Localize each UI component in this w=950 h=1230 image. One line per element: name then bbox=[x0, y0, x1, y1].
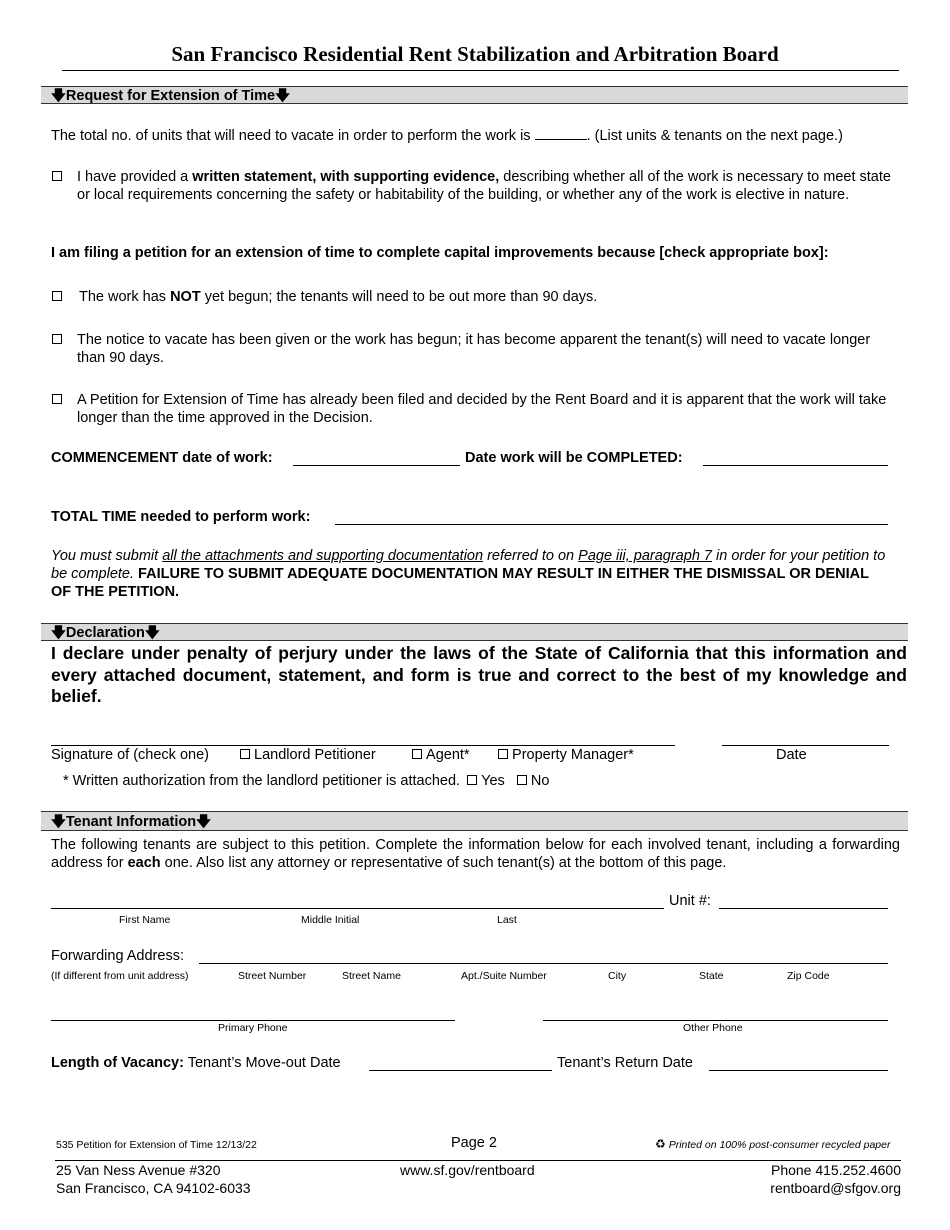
footer-contact bbox=[770, 1161, 901, 1197]
unit-label: Unit #: bbox=[669, 893, 711, 909]
arrow-down-icon: 🡇 bbox=[196, 814, 212, 830]
property-manager-option: Property Manager* bbox=[498, 747, 634, 763]
agent-option: Agent* bbox=[412, 747, 470, 763]
state-caption: State bbox=[699, 970, 724, 982]
landlord-checkbox[interactable] bbox=[240, 749, 250, 759]
auth-yes-checkbox[interactable] bbox=[467, 775, 477, 785]
arrow-down-icon: 🡇 bbox=[51, 814, 66, 830]
forwarding-address-field[interactable] bbox=[199, 963, 888, 964]
arrow-down-icon: 🡇 bbox=[275, 88, 291, 104]
section-header-declaration bbox=[41, 623, 908, 641]
unit-field[interactable] bbox=[719, 908, 888, 909]
section-title: Request for Extension of Time bbox=[65, 88, 276, 104]
units-to-vacate: The total no. of units that will need to vacate in order to perform the work is . (List units & tenants on the next page.) bbox=[51, 128, 843, 144]
recycle-icon: ♻ bbox=[655, 1137, 666, 1151]
total-time-label: TOTAL TIME needed to perform work: bbox=[51, 509, 311, 525]
street-name-caption: Street Name bbox=[342, 970, 401, 982]
page-number: Page 2 bbox=[451, 1135, 497, 1151]
not-begun-checkbox[interactable] bbox=[52, 291, 62, 301]
section-title: Declaration bbox=[65, 625, 145, 641]
last-name-caption: Last bbox=[497, 914, 517, 926]
street-number-caption: Street Number bbox=[238, 970, 307, 982]
city-caption: City bbox=[608, 970, 627, 982]
commencement-date-field[interactable] bbox=[293, 465, 460, 466]
agent-checkbox[interactable] bbox=[412, 749, 422, 759]
section-header-tenant bbox=[41, 811, 908, 831]
section-title: Tenant Information bbox=[65, 814, 197, 830]
recycled-note: ♻ Printed on 100% post-consumer recycled paper bbox=[655, 1137, 891, 1151]
primary-phone-caption: Primary Phone bbox=[218, 1022, 288, 1034]
first-name-caption: First Name bbox=[119, 914, 171, 926]
arrow-down-icon: 🡇 bbox=[144, 625, 160, 641]
title-divider bbox=[62, 70, 899, 71]
other-phone-field[interactable] bbox=[543, 1020, 888, 1021]
arrow-down-icon: 🡇 bbox=[51, 625, 66, 641]
forwarding-address-label: Forwarding Address: bbox=[51, 948, 184, 964]
declaration-text: I declare under penalty of perjury under the laws of the State of California that this information and every attached document, statement, and form is true and correct to the best of my knowledge and belief. bbox=[51, 643, 907, 706]
landlord-option: Landlord Petitioner bbox=[240, 747, 376, 763]
notice-given-checkbox[interactable] bbox=[52, 334, 62, 344]
signature-label: Signature of (check one) bbox=[51, 747, 209, 763]
length-of-vacancy: Length of Vacancy: Tenant’s Move-out Date bbox=[51, 1055, 341, 1071]
footer-website-link[interactable]: www.sf.gov/rentboard bbox=[400, 1162, 535, 1178]
authorization-note: * Written authorization from the landlord petitioner is attached. Yes No bbox=[63, 773, 550, 789]
documentation-notice: You must submit all the attachments and supporting documentation referred to on Page iii, paragraph 7 in order for your petition to be complete. FAILURE TO SUBMIT ADEQUATE DOCUMENTATION MAY RESULT IN EITHER THE DISMISSAL OR DENIAL OF THE PETITION. bbox=[51, 548, 886, 600]
completion-date-field[interactable] bbox=[703, 465, 888, 466]
total-time-field[interactable] bbox=[335, 524, 888, 525]
apt-caption: Apt./Suite Number bbox=[461, 970, 547, 982]
footer-phone: Phone 415.252.4600 bbox=[770, 1162, 901, 1178]
already-filed-checkbox[interactable] bbox=[52, 394, 62, 404]
section-header-request bbox=[41, 86, 908, 104]
other-phone-caption: Other Phone bbox=[683, 1022, 743, 1034]
if-different-caption: (If different from unit address) bbox=[51, 970, 189, 982]
units-count-field[interactable] bbox=[535, 127, 587, 140]
footer-address: 25 Van Ness Avenue #320 San Francisco, CA 94102-6033 bbox=[56, 1162, 251, 1196]
date-label: Date bbox=[776, 747, 807, 763]
signature-field[interactable] bbox=[51, 745, 675, 746]
written-statement-checkbox[interactable] bbox=[52, 171, 62, 181]
option-already-filed: A Petition for Extension of Time has already been filed and decided by the Rent Board and it is apparent that the work will take longer than the time approved in the Decision. bbox=[52, 391, 902, 431]
page-title: San Francisco Residential Rent Stabilization and Arbitration Board bbox=[171, 42, 779, 66]
filing-reason-heading: I am filing a petition for an extension of time to complete capital improvements because [check appropriate box]: bbox=[51, 245, 829, 261]
zip-caption: Zip Code bbox=[787, 970, 830, 982]
footer-email-link[interactable]: rentboard@sfgov.org bbox=[770, 1180, 901, 1196]
return-date-field[interactable] bbox=[709, 1070, 888, 1071]
return-date-label: Tenant’s Return Date bbox=[557, 1055, 693, 1071]
commencement-label: COMMENCEMENT date of work: bbox=[51, 450, 273, 466]
written-statement-item: I have provided a written statement, with supporting evidence, describing whether all of the work is necessary to meet state or local requirements concerning the safety or habitability of the building, or whether any of the work is elective in nature. bbox=[52, 168, 902, 224]
option-notice-given: The notice to vacate has been given or the work has begun; it has become apparent the tenant(s) will need to vacate longer than 90 days. bbox=[52, 331, 902, 371]
date-field[interactable] bbox=[722, 745, 889, 746]
middle-initial-caption: Middle Initial bbox=[301, 914, 360, 926]
tenant-name-field[interactable] bbox=[51, 908, 664, 909]
auth-no-checkbox[interactable] bbox=[517, 775, 527, 785]
form-id: 535 Petition for Extension of Time 12/13/22 bbox=[56, 1139, 257, 1151]
tenant-intro: The following tenants are subject to this petition. Complete the information below for each involved tenant, including a forwarding address for each one. Also list any attorney or representative of such tenant(s) at the bottom of this page. bbox=[51, 837, 900, 871]
option-not-begun: The work has NOT yet begun; the tenants will need to be out more than 90 days. bbox=[52, 288, 902, 308]
move-out-date-field[interactable] bbox=[369, 1070, 552, 1071]
completed-label: Date work will be COMPLETED: bbox=[465, 450, 683, 466]
property-manager-checkbox[interactable] bbox=[498, 749, 508, 759]
arrow-down-icon: 🡇 bbox=[51, 88, 66, 104]
primary-phone-field[interactable] bbox=[51, 1020, 455, 1021]
